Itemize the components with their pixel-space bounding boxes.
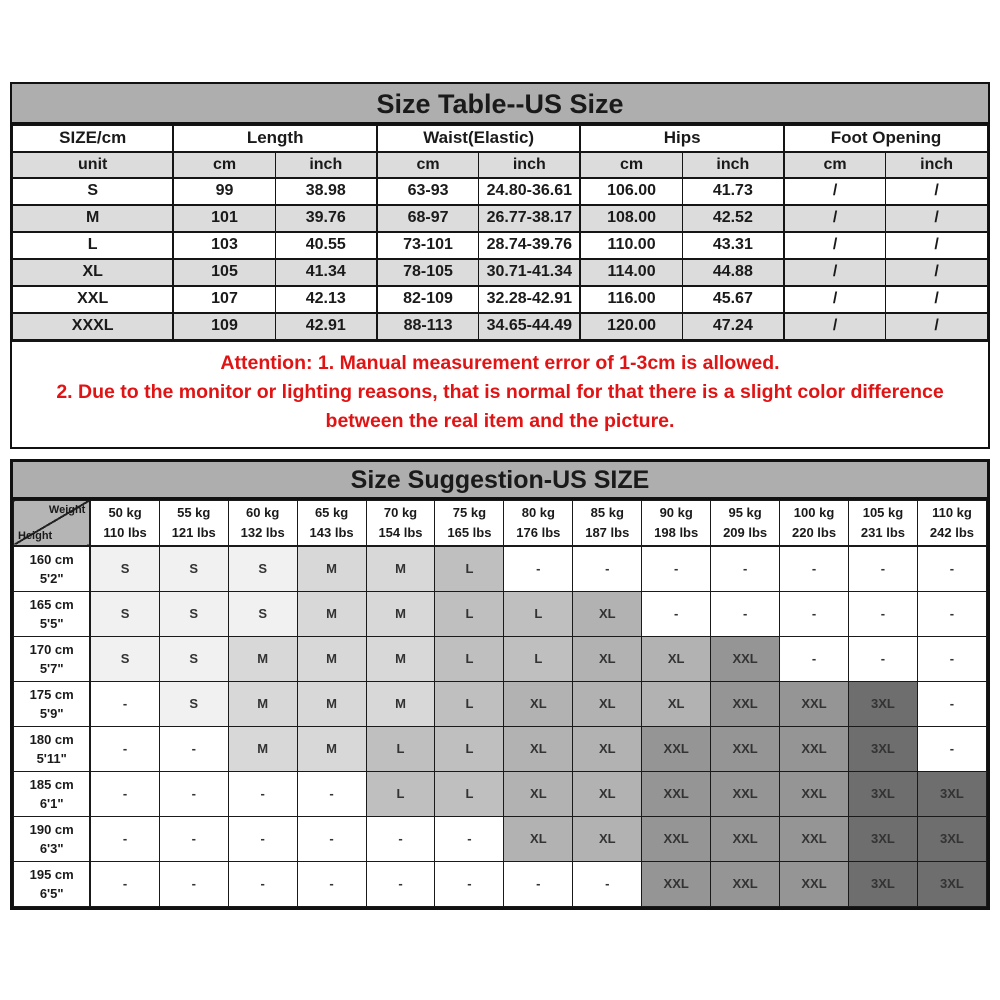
table-row	[13, 126, 988, 152]
size-label: XXXL	[13, 313, 174, 340]
suggestion-cell: XXL	[711, 861, 780, 906]
suggestion-cell: -	[917, 591, 986, 636]
column-group-header: Foot Opening	[784, 126, 988, 152]
suggestion-cell: -	[780, 591, 849, 636]
value-cell: 116.00	[580, 286, 682, 313]
section-divider	[10, 449, 990, 459]
height-label-cell	[14, 636, 91, 681]
suggestion-cell: -	[90, 771, 159, 816]
weight-header-cell	[90, 500, 159, 546]
weight-lbs: 187 lbs	[585, 524, 630, 540]
weight-height-corner	[14, 500, 91, 546]
size-suggestion-table	[13, 500, 987, 907]
value-cell: 99	[173, 178, 275, 205]
value-cell: 78-105	[377, 259, 479, 286]
value-cell: 63-93	[377, 178, 479, 205]
height-cm: 170 cm	[29, 641, 74, 657]
suggestion-cell: M	[297, 591, 366, 636]
suggestion-cell: XXL	[780, 816, 849, 861]
suggestion-cell: -	[917, 546, 986, 591]
suggestion-row	[14, 771, 987, 816]
weight-lbs: 110 lbs	[103, 524, 147, 540]
suggestion-cell: L	[504, 636, 573, 681]
value-cell: 82-109	[377, 286, 479, 313]
size-table	[12, 125, 988, 341]
corner-weight-label: Weight	[48, 503, 86, 516]
weight-kg: 85 kg	[590, 504, 624, 520]
size-table-title: Size Table--US Size	[12, 84, 988, 125]
weight-kg: 65 kg	[314, 504, 349, 520]
height-label-cell	[14, 591, 91, 636]
suggestion-cell: -	[297, 861, 366, 906]
suggestion-row	[14, 861, 987, 906]
value-cell: 42.91	[275, 313, 377, 340]
weight-lbs: 132 lbs	[240, 524, 285, 540]
size-label: S	[13, 178, 174, 205]
value-cell: 110.00	[580, 232, 682, 259]
value-cell: 108.00	[580, 205, 682, 232]
value-cell: /	[784, 232, 886, 259]
table-row	[13, 232, 988, 259]
weight-lbs: 154 lbs	[378, 524, 423, 540]
weight-header-cell	[573, 500, 642, 546]
height-label-cell	[14, 546, 91, 591]
value-cell: 101	[173, 205, 275, 232]
suggestion-cell: -	[228, 771, 297, 816]
suggestion-cell: XL	[504, 681, 573, 726]
suggestion-cell: 3XL	[849, 861, 918, 906]
table-row	[13, 286, 988, 313]
suggestion-cell: L	[435, 726, 504, 771]
suggestion-cell: -	[159, 771, 228, 816]
suggestion-cell: XXL	[711, 726, 780, 771]
suggestion-cell: 3XL	[849, 726, 918, 771]
size-suggestion-section	[10, 459, 990, 910]
table-row	[13, 178, 988, 205]
height-cm: 175 cm	[29, 686, 74, 702]
suggestion-cell: -	[366, 816, 435, 861]
suggestion-cell: XXL	[711, 816, 780, 861]
height-label-cell	[14, 771, 91, 816]
value-cell: /	[784, 259, 886, 286]
suggestion-cell: L	[435, 591, 504, 636]
value-cell: 32.28-42.91	[479, 286, 581, 313]
weight-lbs: 231 lbs	[860, 524, 905, 540]
suggestion-cell: -	[90, 816, 159, 861]
weight-header-row	[14, 500, 987, 546]
weight-kg: 75 kg	[452, 504, 487, 520]
suggestion-cell: L	[366, 771, 435, 816]
suggestion-cell: XXL	[780, 681, 849, 726]
weight-kg: 110 kg	[932, 504, 972, 520]
size-label: XXL	[13, 286, 174, 313]
value-cell: 120.00	[580, 313, 682, 340]
weight-kg: 105 kg	[862, 504, 904, 520]
weight-header-cell	[297, 500, 366, 546]
value-cell: 44.88	[682, 259, 784, 286]
suggestion-cell: L	[435, 771, 504, 816]
suggestion-cell: S	[90, 591, 159, 636]
weight-kg: 60 kg	[246, 504, 280, 520]
value-cell: 24.80-36.61	[479, 178, 581, 205]
value-cell: 43.31	[682, 232, 784, 259]
suggestion-cell: -	[849, 636, 918, 681]
unit-cell: cm	[377, 152, 479, 178]
weight-kg: 95 kg	[728, 504, 762, 520]
suggestion-cell: XL	[573, 681, 642, 726]
attention-line-3: between the real item and the picture.	[325, 409, 675, 432]
suggestion-cell: -	[228, 861, 297, 906]
suggestion-cell: XL	[504, 726, 573, 771]
suggestion-cell: L	[435, 681, 504, 726]
suggestion-cell: XL	[642, 681, 711, 726]
value-cell: 114.00	[580, 259, 682, 286]
suggestion-cell: M	[366, 546, 435, 591]
suggestion-cell: -	[642, 591, 711, 636]
suggestion-cell: -	[90, 726, 159, 771]
suggestion-cell: XL	[504, 816, 573, 861]
value-cell: 28.74-39.76	[479, 232, 581, 259]
suggestion-cell: XXL	[780, 861, 849, 906]
suggestion-cell: 3XL	[849, 816, 918, 861]
height-cm: 160 cm	[29, 551, 74, 567]
suggestion-cell: -	[90, 681, 159, 726]
suggestion-cell: M	[297, 726, 366, 771]
height-ft: 6'5"	[39, 885, 64, 901]
height-label-cell	[14, 726, 91, 771]
suggestion-cell: S	[159, 636, 228, 681]
suggestion-cell: -	[573, 861, 642, 906]
suggestion-cell: S	[159, 591, 228, 636]
suggestion-cell: XXL	[711, 681, 780, 726]
weight-header-cell	[849, 500, 918, 546]
value-cell: /	[886, 259, 988, 286]
value-cell: 45.67	[682, 286, 784, 313]
suggestion-cell: -	[711, 546, 780, 591]
height-label-cell	[14, 816, 91, 861]
suggestion-cell: -	[780, 636, 849, 681]
weight-lbs: 198 lbs	[654, 524, 699, 540]
suggestion-cell: XXL	[780, 771, 849, 816]
value-cell: 88-113	[377, 313, 479, 340]
value-cell: 34.65-44.49	[479, 313, 581, 340]
weight-header-cell	[435, 500, 504, 546]
unit-cell: inch	[682, 152, 784, 178]
value-cell: 42.13	[275, 286, 377, 313]
suggestion-cell: XL	[573, 726, 642, 771]
weight-header-cell	[504, 500, 573, 546]
suggestion-row	[14, 636, 987, 681]
suggestion-cell: -	[849, 591, 918, 636]
suggestion-cell: XL	[642, 636, 711, 681]
weight-header-cell	[780, 500, 849, 546]
unit-cell: inch	[275, 152, 377, 178]
suggestion-row	[14, 681, 987, 726]
suggestion-cell: 3XL	[917, 771, 986, 816]
weight-lbs: 143 lbs	[309, 524, 354, 540]
suggestion-cell: M	[366, 591, 435, 636]
unit-cell: unit	[13, 152, 174, 178]
suggestion-cell: -	[573, 546, 642, 591]
attention-line-2: 2. Due to the monitor or lighting reasons, that is normal for that there is a slight color difference	[56, 380, 944, 403]
value-cell: 40.55	[275, 232, 377, 259]
suggestion-cell: 3XL	[849, 681, 918, 726]
suggestion-cell: XL	[573, 591, 642, 636]
suggestion-cell: L	[435, 546, 504, 591]
value-cell: 38.98	[275, 178, 377, 205]
suggestion-cell: XXL	[780, 726, 849, 771]
value-cell: /	[886, 286, 988, 313]
suggestion-cell: -	[90, 861, 159, 906]
suggestion-cell: -	[435, 861, 504, 906]
suggestion-cell: -	[159, 816, 228, 861]
weight-kg: 50 kg	[108, 504, 142, 520]
weight-lbs: 165 lbs	[447, 524, 492, 540]
height-ft: 5'7"	[39, 660, 64, 676]
suggestion-cell: L	[366, 726, 435, 771]
suggestion-row	[14, 591, 987, 636]
value-cell: 41.34	[275, 259, 377, 286]
value-cell: 68-97	[377, 205, 479, 232]
suggestion-cell: S	[159, 546, 228, 591]
suggestion-cell: M	[366, 636, 435, 681]
height-ft: 5'5"	[39, 615, 64, 631]
suggestion-cell: -	[366, 861, 435, 906]
suggestion-cell: M	[228, 681, 297, 726]
suggestion-cell: S	[159, 681, 228, 726]
suggestion-cell: S	[228, 591, 297, 636]
suggestion-cell: 3XL	[917, 861, 986, 906]
size-label: M	[13, 205, 174, 232]
weight-header-cell	[228, 500, 297, 546]
suggestion-cell: M	[228, 726, 297, 771]
suggestion-cell: -	[917, 726, 986, 771]
weight-kg: 70 kg	[383, 504, 418, 520]
height-cm: 185 cm	[29, 776, 74, 792]
value-cell: /	[784, 205, 886, 232]
table-row	[13, 259, 988, 286]
suggestion-cell: -	[504, 546, 573, 591]
suggestion-cell: -	[159, 726, 228, 771]
suggestion-cell: M	[297, 681, 366, 726]
suggestion-cell: XL	[504, 771, 573, 816]
value-cell: 47.24	[682, 313, 784, 340]
weight-header-cell	[366, 500, 435, 546]
height-cm: 190 cm	[29, 821, 74, 837]
unit-cell: cm	[173, 152, 275, 178]
value-cell: /	[886, 313, 988, 340]
weight-kg: 80 kg	[521, 504, 555, 520]
value-cell: 109	[173, 313, 275, 340]
size-label: L	[13, 232, 174, 259]
suggestion-cell: XXL	[711, 771, 780, 816]
weight-kg: 55 kg	[177, 504, 211, 520]
suggestion-cell: XXL	[642, 816, 711, 861]
table-row	[13, 205, 988, 232]
size-table-section	[10, 82, 990, 449]
value-cell: /	[784, 178, 886, 205]
suggestion-cell: 3XL	[849, 771, 918, 816]
height-cm: 165 cm	[29, 596, 74, 612]
weight-lbs: 242 lbs	[929, 524, 974, 540]
suggestion-cell: -	[917, 681, 986, 726]
suggestion-cell: -	[504, 861, 573, 906]
height-label-cell	[14, 681, 91, 726]
suggestion-cell: XL	[573, 771, 642, 816]
suggestion-cell: -	[435, 816, 504, 861]
weight-header-cell	[917, 500, 986, 546]
suggestion-cell: M	[228, 636, 297, 681]
weight-lbs: 209 lbs	[723, 524, 768, 540]
unit-cell: cm	[580, 152, 682, 178]
suggestion-cell: XXL	[711, 636, 780, 681]
value-cell: 106.00	[580, 178, 682, 205]
suggestion-cell: M	[366, 681, 435, 726]
suggestion-cell: -	[228, 816, 297, 861]
value-cell: /	[784, 286, 886, 313]
suggestion-cell: S	[90, 636, 159, 681]
suggestion-row	[14, 816, 987, 861]
unit-cell: inch	[479, 152, 581, 178]
corner-height-label: Height	[18, 530, 53, 542]
height-cm: 180 cm	[29, 731, 74, 747]
value-cell: /	[886, 205, 988, 232]
value-cell: /	[886, 232, 988, 259]
table-row	[13, 313, 988, 340]
column-group-header: Length	[173, 126, 377, 152]
suggestion-cell: -	[917, 636, 986, 681]
unit-cell: inch	[886, 152, 988, 178]
height-ft: 5'9"	[39, 705, 64, 721]
value-cell: /	[784, 313, 886, 340]
size-label: XL	[13, 259, 174, 286]
suggestion-cell: S	[228, 546, 297, 591]
height-ft: 6'1"	[39, 795, 64, 811]
value-cell: 42.52	[682, 205, 784, 232]
attention-line-1: Attention: 1. Manual measurement error of 1-3cm is allowed.	[220, 351, 780, 374]
weight-kg: 90 kg	[659, 504, 693, 520]
weight-lbs: 220 lbs	[791, 524, 837, 540]
value-cell: 30.71-41.34	[479, 259, 581, 286]
suggestion-cell: S	[90, 546, 159, 591]
suggestion-cell: -	[711, 591, 780, 636]
suggestion-cell: -	[642, 546, 711, 591]
value-cell: 103	[173, 232, 275, 259]
suggestion-cell: XXL	[642, 726, 711, 771]
column-group-header: Hips	[580, 126, 784, 152]
attention-note	[12, 341, 988, 447]
weight-header-cell	[642, 500, 711, 546]
value-cell: 73-101	[377, 232, 479, 259]
height-ft: 5'2"	[39, 570, 64, 586]
value-cell: 39.76	[275, 205, 377, 232]
weight-lbs: 121 lbs	[171, 524, 216, 540]
value-cell: 26.77-38.17	[479, 205, 581, 232]
suggestion-cell: L	[504, 591, 573, 636]
suggestion-cell: XL	[573, 636, 642, 681]
suggestion-cell: -	[159, 861, 228, 906]
height-label-cell	[14, 861, 91, 906]
suggestion-cell: -	[297, 771, 366, 816]
value-cell: 107	[173, 286, 275, 313]
value-cell: /	[886, 178, 988, 205]
suggestion-cell: -	[849, 546, 918, 591]
suggestion-cell: 3XL	[917, 816, 986, 861]
suggestion-cell: XXL	[642, 861, 711, 906]
suggestion-cell: -	[780, 546, 849, 591]
weight-kg: 100 kg	[793, 504, 835, 520]
height-cm: 195 cm	[29, 866, 74, 882]
size-suggestion-title: Size Suggestion-US SIZE	[13, 462, 987, 500]
weight-lbs: 176 lbs	[516, 524, 561, 540]
table-row	[13, 152, 988, 178]
weight-header-cell	[159, 500, 228, 546]
suggestion-cell: L	[435, 636, 504, 681]
height-ft: 6'3"	[39, 840, 64, 856]
weight-header-cell	[711, 500, 780, 546]
suggestion-row	[14, 546, 987, 591]
suggestion-cell: XL	[573, 816, 642, 861]
unit-cell: cm	[784, 152, 886, 178]
column-group-header: SIZE/cm	[13, 126, 174, 152]
suggestion-cell: XXL	[642, 771, 711, 816]
value-cell: 105	[173, 259, 275, 286]
suggestion-cell: -	[297, 816, 366, 861]
value-cell: 41.73	[682, 178, 784, 205]
suggestion-row	[14, 726, 987, 771]
suggestion-cell: M	[297, 546, 366, 591]
column-group-header: Waist(Elastic)	[377, 126, 581, 152]
height-ft: 5'11"	[36, 750, 67, 766]
suggestion-cell: M	[297, 636, 366, 681]
